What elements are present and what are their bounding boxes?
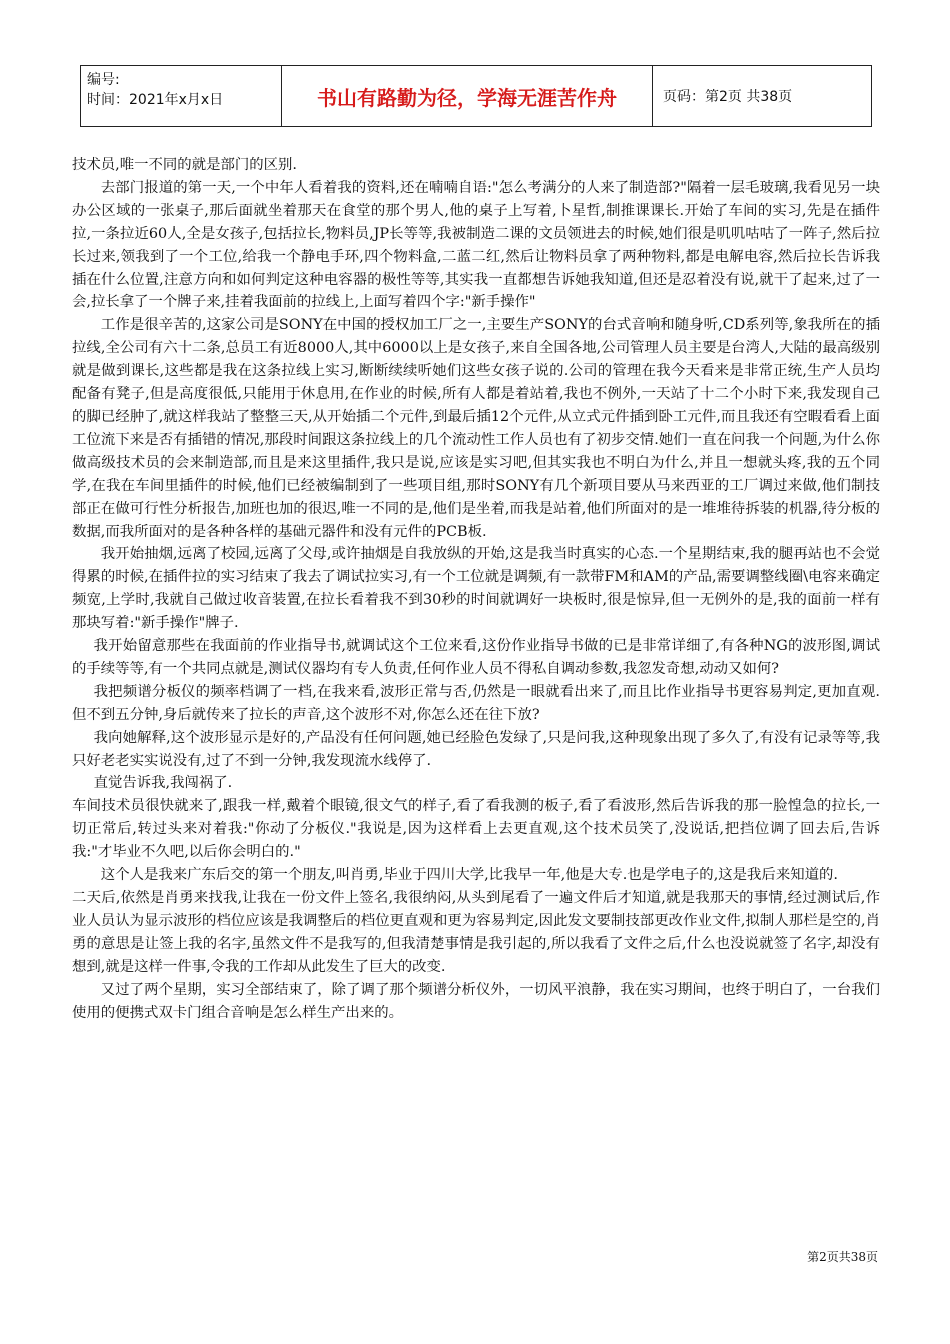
page-footer: 第2页共38页 xyxy=(807,1250,878,1264)
page-header xyxy=(80,65,872,127)
header-motto: 书山有路勤为径，学海无涯苦作舟 xyxy=(282,66,653,126)
document-body xyxy=(72,154,880,1024)
paragraph: 我开始抽烟,远离了校园,远离了父母,或许抽烟是自我放纵的开始,这是我当时真实的心态.一个星期结束,我的腿再站也不会觉得累的时候,在插件拉的实习结束了我去了调试拉实习,有一个工位就是调频,有一款带FM和AM的产品,需要调整线圈\电容来确定频宽,上学时,我就自己做过收音装置,在拉长看着我不到30秒的时间就调好一块板时,很是惊异,但一无例外的是,我的面前一样有那块写着:"新手操作"牌子. xyxy=(72,546,880,632)
paragraph: 直觉告诉我,我闯祸了. xyxy=(93,775,233,792)
paragraph: 我开始留意那些在我面前的作业指导书,就调试这个工位来看,这份作业指导书做的已是非常详细了,有各种NG的波形图,调试的手续等等,有一个共同点就是,测试仪器均有专人负责,任何作业人员不得私自调动参数,我忽发奇想,动动又如何? xyxy=(72,638,880,677)
paragraph: 又过了两个星期，实习全部结束了，除了调了那个频谱分析仪外，一切风平浪静，我在实习期间，也终于明白了，一台我们使用的便携式双卡门组合音响是怎么样生产出来的。 xyxy=(72,981,880,1021)
paragraph-continued: 技术员,唯一不同的就是部门的区别. xyxy=(72,157,298,173)
paragraph: 我把频谱分板仪的频率档调了一档,在我来看,波形正常与否,仍然是一眼就看出来了,而且比作业指导书更容易判定,更加直观.但不到五分钟,身后就传来了拉长的声音,这个波形不对,你怎么还在往下放? xyxy=(72,683,880,723)
header-page-info: 页码：第2页 共38页 xyxy=(663,89,793,105)
paragraph: 这个人是我来广东后交的第一个朋友,叫肖勇,毕业于四川大学,比我早一年,他是大专.也是学电子的,这是我后来知道的. xyxy=(100,867,838,884)
paragraph: 二天后,依然是肖勇来找我,让我在一份文件上签名,我很纳闷,从头到尾看了一遍文件后才知道,就是我那天的事情,经过测试后,作业人员认为显示波形的档位应该是我调整后的档位更直观和更为容易判定,因此发文要制技部更改作业文件,拟制人那栏是空的,肖勇的意思是让签上我的名字,虽然文件不是我写的,但我清楚事情是我引起的,所以我看了文件之后,什么也没说就签了名字,却没有想到,就是这样一件事,令我的工作却从此发生了巨大的改变. xyxy=(72,890,880,975)
document-time-label: 时间：2021年x月x日 xyxy=(87,92,224,108)
paragraph: 工作是很辛苦的,这家公司是SONY在中国的授权加工厂之一,主要生产SONY的台式音响和随身听,CD系列等,象我所在的插拉线,全公司有六十二条,总员工有近8000人,其中6000以上是女孩子,来自全国各地,公司管理人员主要是台湾人,大陆的最高级别就是做到课长,这些都是我在这条拉线上实习,断断续续听她们这些女孩子说的.公司的管理在我今天看来是非常正统,生产人员均配备有凳子,但是高度很低,只能用于休息用,在作业的时候,所有人都是着站着,我也不例外,一天站了十二个小时下来,我发现自己的脚已经肿了,就这样我站了整整三天,从开始插二个元件,到最后插12个元件,从立式元件插到卧工元件,而且我还有空暇看看上面工位流下来是否有插错的情况,那段时间跟这条拉线上的几个流动性工作人员也有了初步交情.她们一直在问我一个问题,为什么你做高级技术员的会来制造部,而且是来这里插件,我只是说,应该是实习吧,但其实我也不明白为什么,并且一想就头疼,我的五个同学,在我在车间里插件的时候,他们已经被编制到了一些项目组,那时SONY有几个新项目要从马来西亚的工厂调过来做,他们制技部正在做可行性分析报告,加班也加的很迟,唯一不同的是,他们是坐着,而我是站着,他们所面对的是一堆堆待拆装的机器,待分板的数据,而我所面对的是各种各样的基础元器件和没有元件的PCB板. xyxy=(72,317,880,540)
paragraph: 我向她解释,这个波形显示是好的,产品没有任何问题,她已经脸色发绿了,只是问我,这种现象出现了多久了,有没有记录等等,我只好老老实实说没有,过了不到一分钟,我发现流水线停了. xyxy=(72,729,880,769)
header-meta xyxy=(81,66,282,126)
document-number-label: 编号: xyxy=(87,72,120,88)
paragraph: 去部门报道的第一天,一个中年人看着我的资料,还在喃喃自语:"怎么考满分的人来了制造部?"隔着一层毛玻璃,我看见另一块办公区域的一张桌子,那后面就坐着那天在食堂的那个男人,他的桌子上写着,卜星哲,制推课课长.开始了车间的实习,先是在插件拉,一条拉近60人,全是女孩子,包括拉长,物料员,JP长等等,我被制造二课的文员领进去的时候,她们很是叽叽咕咕了一阵子,然后拉长过来,领我到了一个工位,给我一个静电手环,四个物料盒,二蓝二红,然后让物料员拿了两种物料,都是电解电容,然后拉长告诉我插在什么位置,注意方向和如何判定这种电容器的极性等等,其实我一直都想告诉她我知道,但还是忍着没有说,就干了起来,过了一会,拉长拿了一个牌子来,挂着我面前的拉线上,上面写着四个字:"新手操作" xyxy=(72,179,880,311)
paragraph: 车间技术员很快就来了,跟我一样,戴着个眼镜,很文气的样子,看了看我测的板子,看了看波形,然后告诉我的那一脸惶急的拉长,一切正常后,转过头来对着我:"你动了分板仪."我说是,因为这样看上去更直观,这个技术员笑了,没说话,把挡位调了回去后,告诉我:"才毕业不久吧,以后你会明白的." xyxy=(72,798,880,861)
